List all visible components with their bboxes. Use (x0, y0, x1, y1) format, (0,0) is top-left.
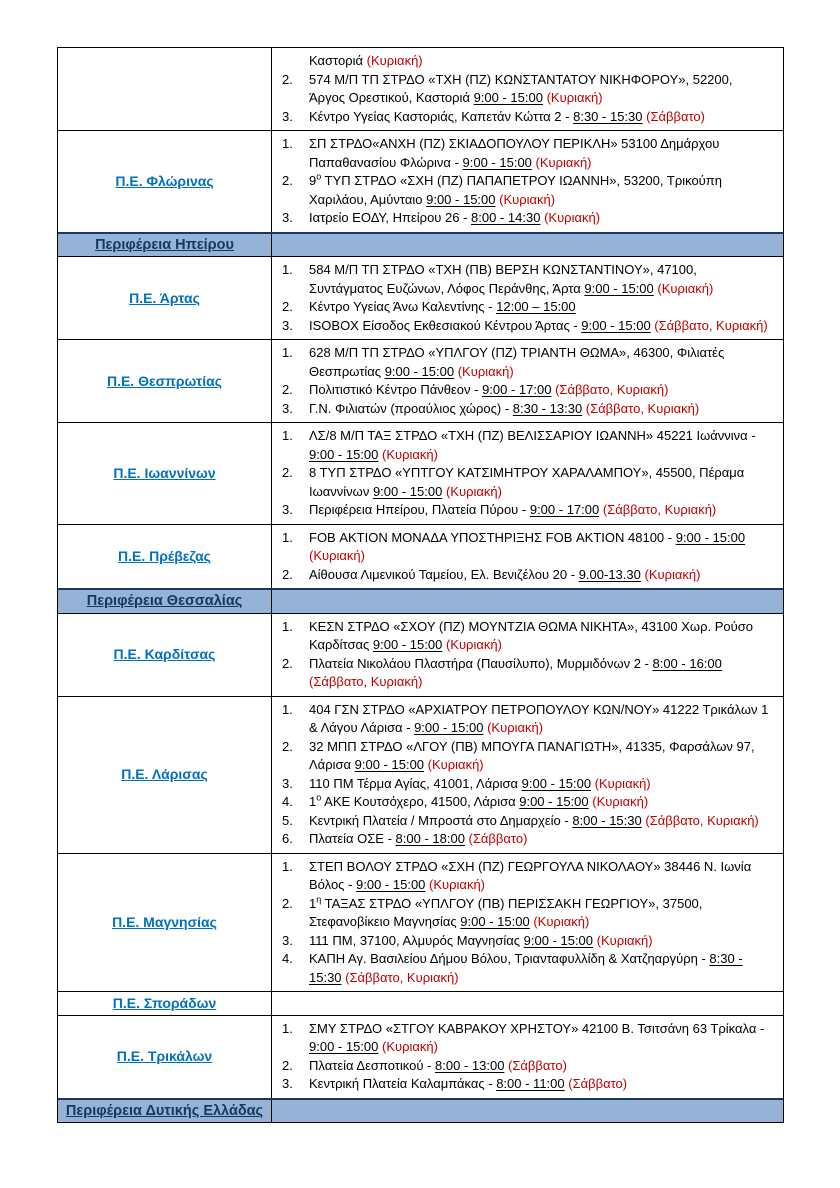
region-header-label: Περιφέρεια Θεσσαλίας (86, 593, 243, 609)
text-run: ΑΚΕ Κουτσόχερο, 41500, Λάρισα (321, 794, 520, 809)
day-label: (Κυριακή) (594, 775, 651, 791)
day-label: (Σάββατο, Κυριακή) (654, 317, 768, 333)
time-range: 8:00 - 13:00 (435, 1057, 505, 1073)
day-label: (Σάββατο, Κυριακή) (645, 812, 759, 828)
location-text (309, 261, 771, 298)
item-number: 2. (282, 566, 293, 582)
time-range: 9:00 - 15:00 (384, 363, 455, 379)
region-row (58, 48, 783, 130)
location-text (309, 209, 771, 228)
location-text (309, 655, 771, 692)
locations-cell (272, 234, 783, 257)
text-run: Πλατεία ΟΣΕ - (309, 831, 396, 846)
time-range: 9:00 - 15:00 (473, 90, 543, 105)
region-name-link[interactable]: Π.Ε. Τρικάλων (116, 1048, 213, 1065)
region-name-cell (58, 854, 272, 992)
location-text (309, 830, 771, 849)
location-text (309, 701, 771, 738)
location-list-item (282, 298, 771, 317)
day-label: (Κυριακή) (309, 548, 365, 563)
time-range: 8:30 - 15:30 (309, 951, 743, 985)
day-label: (Κυριακή) (499, 191, 556, 207)
locations-cell (272, 992, 783, 1015)
day-label: (Κυριακή) (382, 1039, 438, 1054)
location-list-item (282, 738, 771, 775)
item-number (282, 52, 309, 71)
day-label: (Κυριακή) (535, 154, 592, 170)
time-range: 9:00 - 15:00 (372, 483, 443, 499)
text-run: ΣΤΕΠ ΒΟΛΟΥ ΣΤΡΔΟ «ΣΧΗ (ΠΖ) ΓΕΩΡΓΟΥΛΑ ΝΙΚΟΛΑΟΥ» 38446 Ν. Ιωνία Βόλος - (309, 858, 752, 892)
location-list-item (282, 464, 771, 501)
text-run: ΣΠ ΣΤΡΔΟ«ΑΝΧΗ (ΠΖ) ΣΚΙΑΔΟΠΟΥΛΟΥ ΠΕΡΙΚΛΗ» 53100 Δημάρχου Παπαθανασίου Φλώρινα - (309, 136, 720, 170)
text-run: 404 ΓΣΝ ΣΤΡΔΟ «ΑΡΧΙΑΤΡΟΥ ΠΕΤΡΟΠΟΥΛΟΥ ΚΩΝ/ΝΟΥ» 41222 Τρικάλων 1 & Λάγου Λάρισα - (309, 701, 769, 735)
region-row (58, 853, 783, 992)
location-text (309, 950, 771, 987)
location-list-item (282, 108, 771, 127)
region-name-link[interactable]: Π.Ε. Λάρισας (121, 766, 208, 783)
day-label: (Κυριακή) (366, 53, 423, 68)
item-number: 3. (282, 1076, 293, 1091)
region-name-cell (58, 697, 272, 853)
day-label: (Κυριακή) (487, 720, 544, 735)
location-text (309, 317, 771, 336)
text-run: ΣΜΥ ΣΤΡΔΟ «ΣΤΓΟΥ ΚΑΒΡΑΚΟΥ ΧΡΗΣΤΟΥ» 42100 Β. Τσιτσάνη 63 Τρίκαλα - (309, 1020, 765, 1036)
region-row (58, 339, 783, 422)
time-range: 9:00 - 17:00 (482, 382, 552, 397)
item-number: 1. (282, 1020, 293, 1036)
locations-cell (272, 423, 783, 524)
item-number: 1. (282, 618, 293, 634)
day-label: (Σάββατο) (568, 1076, 628, 1091)
location-text (309, 858, 771, 895)
region-header-label: Περιφέρεια Δυτικής Ελλάδας (65, 1102, 264, 1119)
location-text (309, 1020, 771, 1057)
time-range: 9:00 - 15:00 (356, 877, 426, 892)
location-list-item (282, 775, 771, 794)
region-row (58, 256, 783, 339)
time-range: 8:00 - 18:00 (395, 831, 465, 846)
location-list-item (282, 529, 771, 566)
region-name-cell (58, 48, 272, 130)
day-label: (Σάββατο, Κυριακή) (345, 969, 459, 985)
text-run: 8 ΤΥΠ ΣΤΡΔΟ «ΥΠΤΓΟΥ ΚΑΤΣΙΜΗΤΡΟΥ ΧΑΡΑΛΑΜΠΟΥ», 45500, Πέραμα Ιωαννίνων (309, 465, 745, 499)
text-run: Κεντρική Πλατεία Καλαμπάκας - (309, 1076, 497, 1091)
time-range: 8:00 - 11:00 (496, 1076, 565, 1091)
locations-cell (272, 48, 783, 130)
location-text (309, 895, 771, 932)
location-text (309, 381, 771, 400)
day-label: (Σάββατο, Κυριακή) (309, 674, 423, 689)
text-run: 584 Μ/Π ΤΠ ΣΤΡΔΟ «ΤΧΗ (ΠΒ) ΒΕΡΣΗ ΚΩΝΣΤΑΝΤΙΝΟΥ», 47100, Συντάγματος Ευζώνων, Λόφος Περάνθης, Άρτα (309, 262, 697, 296)
location-list-item (282, 830, 771, 849)
location-list-item (282, 135, 771, 172)
day-label: (Κυριακή) (644, 566, 701, 582)
item-number: 2. (282, 382, 293, 397)
day-label: (Κυριακή) (533, 914, 590, 929)
day-label: (Κυριακή) (445, 483, 502, 499)
item-number: 3. (282, 502, 293, 517)
locations-cell (272, 525, 783, 589)
text-run: 1 (309, 794, 317, 809)
region-header-cell (58, 590, 272, 613)
day-label: (Κυριακή) (457, 363, 514, 379)
location-list-item (282, 1057, 771, 1076)
region-name-cell (58, 992, 272, 1015)
location-text (309, 464, 771, 501)
item-number: 3. (282, 775, 293, 791)
location-text (309, 298, 771, 317)
day-label: (Κυριακή) (657, 280, 714, 296)
location-text (309, 501, 771, 520)
item-number: 2. (282, 1057, 293, 1073)
text-run: Ιατρείο ΕΟΔΥ, Ηπείρου 26 - (309, 210, 472, 225)
location-text (309, 172, 771, 209)
time-range: 12:00 – 15:00 (496, 299, 576, 314)
time-range: 8:30 - 15:30 (573, 108, 643, 124)
time-range: 9:00 - 15:00 (354, 757, 425, 772)
location-text (309, 932, 771, 951)
location-text (309, 1075, 771, 1094)
time-range: 9:00 - 15:00 (309, 1039, 379, 1054)
day-label: (Κυριακή) (546, 90, 603, 105)
region-row (58, 991, 783, 1015)
location-list-item (282, 655, 771, 692)
region-row (58, 130, 783, 232)
location-list-item (282, 427, 771, 464)
day-label: (Σάββατο) (508, 1057, 567, 1073)
region-header-cell (58, 1100, 272, 1123)
item-number: 1. (282, 701, 293, 717)
location-text (309, 1057, 771, 1076)
day-label: (Κυριακή) (427, 757, 484, 772)
location-list-item (282, 858, 771, 895)
item-number: 1. (282, 529, 293, 545)
location-list-item (282, 381, 771, 400)
location-list-item (282, 793, 771, 812)
region-name-cell (58, 1016, 272, 1098)
location-text (309, 793, 771, 812)
text-run: 574 Μ/Π ΤΠ ΣΤΡΔΟ «ΤΧΗ (ΠΖ) ΚΩΝΣΤΑΝΤΑΤΟΥ ΝΙΚΗΦΟΡΟΥ», 52200, Άργος Ορεστικού, Καστοριά (309, 71, 733, 105)
location-list-item (282, 71, 771, 108)
locations-cell (272, 697, 783, 853)
region-row (58, 613, 783, 696)
region-row (58, 422, 783, 524)
text-run: Πλατεία Νικολάου Πλαστήρα (Παυσίλυπο), Μυρμιδόνων 2 - (309, 655, 653, 671)
day-label: (Σάββατο) (468, 831, 528, 846)
region-name-cell (58, 614, 272, 696)
text-run: Αίθουσα Λιμενικού Ταμείου, Ελ. Βενιζέλου 20 - (309, 566, 579, 582)
region-name-link[interactable]: Π.Ε. Σποράδων (112, 995, 217, 1011)
time-range: 9:00 - 17:00 (529, 502, 600, 517)
day-label: (Σάββατο, Κυριακή) (602, 502, 717, 517)
location-text (309, 344, 771, 381)
locations-cell (272, 1016, 783, 1098)
text-run: 110 ΠΜ Τέρμα Αγίας, 41001, Λάρισα (309, 775, 522, 791)
item-number: 2. (282, 465, 293, 480)
region-row (58, 524, 783, 589)
location-list-item (282, 344, 771, 381)
location-list-item (282, 52, 771, 71)
region-name-link[interactable]: Π.Ε. Μαγνησίας (112, 914, 217, 930)
item-number: 3. (282, 317, 293, 333)
item-number: 2. (282, 71, 293, 87)
location-text (309, 108, 771, 127)
text-run: 1 (309, 895, 317, 911)
day-label: (Κυριακή) (429, 877, 485, 892)
region-name-link[interactable]: Π.Ε. Θεσπρωτίας (106, 372, 223, 389)
day-label: (Κυριακή) (592, 794, 649, 809)
location-list-item (282, 566, 771, 585)
text-run: Περιφέρεια Ηπείρου, Πλατεία Πύρου - (309, 502, 530, 517)
item-number: 1. (282, 428, 293, 443)
text-run: FOB ΑΚΤΙΟΝ ΜΟΝΑΔΑ ΥΠΟΣΤΗΡΙΞΗΣ FOB ΑΚΤΙΟΝ 48100 - (309, 529, 676, 545)
item-number: 1. (282, 345, 293, 360)
time-range: 9:00 - 15:00 (584, 280, 654, 296)
superscript: ο (316, 792, 322, 803)
region-name-cell (58, 257, 272, 339)
superscript: ο (316, 171, 322, 182)
item-number: 5. (282, 812, 293, 828)
location-list-item (282, 618, 771, 655)
text-run: ISOBOX Είσοδος Εκθεσιακού Κέντρου Άρτας - (309, 317, 582, 333)
location-text (309, 529, 771, 566)
region-header-label: Περιφέρεια Ηπείρου (95, 236, 234, 253)
location-text (309, 400, 771, 419)
location-text (309, 738, 771, 775)
text-run: ΤΥΠ ΣΤΡΔΟ «ΣΧΗ (ΠΖ) ΠΑΠΑΠΕΤΡΟΥ ΙΩΑΝΝΗ», 53200, Τρικούπη Χαριλάου, Αμύνταιο (309, 173, 722, 207)
text-run: Πολιτιστικό Κέντρο Πάνθεον - (309, 382, 483, 397)
text-run: Πλατεία Δεσποτικού - (309, 1057, 436, 1073)
text-run: Κέντρο Υγείας Καστοριάς, Καπετάν Κώττα 2 - (309, 108, 574, 124)
day-label: (Κυριακή) (544, 210, 601, 225)
location-text (309, 812, 771, 831)
text-run: Γ.Ν. Φιλιατών (προαύλιος χώρος) - (309, 400, 513, 416)
item-number: 6. (282, 831, 293, 846)
time-range: 9:00 - 15:00 (460, 914, 530, 929)
location-text (309, 618, 771, 655)
text-run: 32 ΜΠΠ ΣΤΡΔΟ «ΛΓΟΥ (ΠΒ) ΜΠΟΥΓΑ ΠΑΝΑΓΙΩΤΗ», 41335, Φαρσάλων 97, Λάρισα (309, 738, 755, 772)
time-range: 9:00 - 15:00 (414, 720, 484, 735)
location-list-item (282, 400, 771, 419)
locations-cell (272, 131, 783, 232)
item-number: 2. (282, 173, 293, 188)
text-run: 9 (309, 173, 317, 188)
locations-cell (272, 854, 783, 992)
text-run: 111 ΠΜ, 37100, Αλμυρός Μαγνησίας (309, 932, 524, 948)
location-text (309, 52, 771, 71)
time-range: 9:00 - 15:00 (462, 154, 532, 170)
item-number: 1. (282, 858, 293, 874)
region-name-cell (58, 131, 272, 232)
location-text (309, 427, 771, 464)
text-run: ΚΕΣΝ ΣΤΡΔΟ «ΣΧΟΥ (ΠΖ) ΜΟΥΝΤΖΙΑ ΘΩΜΑ ΝΙΚΗΤΑ», 43100 Χωρ. Ρούσο Καρδίτσας (309, 618, 753, 652)
location-list-item (282, 895, 771, 932)
item-number: 2. (282, 895, 293, 911)
region-header-row (58, 588, 783, 613)
item-number: 3. (282, 932, 293, 948)
item-number: 3. (282, 210, 293, 225)
time-range: 9:00 - 15:00 (675, 529, 746, 545)
item-number: 2. (282, 299, 293, 314)
time-range: 9:00 - 15:00 (521, 775, 592, 791)
location-list-item (282, 812, 771, 831)
time-range: 8:00 - 15:30 (572, 812, 642, 828)
location-text (309, 566, 771, 585)
location-text (309, 775, 771, 794)
text-run: Κέντρο Υγείας Άνω Καλεντίνης - (309, 299, 497, 314)
region-name-link[interactable]: Π.Ε. Πρέβεζας (118, 548, 211, 564)
text-run: 628 Μ/Π ΤΠ ΣΤΡΔΟ «ΥΠΛΓΟΥ (ΠΖ) ΤΡΙΑΝΤΗ ΘΩΜΑ», 46300, Φιλιατές Θεσπρωτίας (309, 345, 725, 379)
item-number: 4. (282, 951, 293, 966)
locations-cell (272, 1100, 783, 1123)
region-row (58, 696, 783, 853)
location-list-item (282, 950, 771, 987)
location-text (309, 71, 771, 108)
text-run: ΛΣ/8 Μ/Π ΤΑΞ ΣΤΡΔΟ «ΤΧΗ (ΠΖ) ΒΕΛΙΣΣΑΡΙΟΥ ΙΩΑΝΝΗ» 45221 Ιωάννινα - (309, 428, 756, 443)
region-name-link[interactable]: Π.Ε. Καρδίτσας (113, 646, 216, 663)
region-header-row (58, 1098, 783, 1123)
time-range: 9.00-13.30 (578, 566, 641, 582)
text-run: ΤΑΞΑΣ ΣΤΡΔΟ «ΥΠΛΓΟΥ (ΠΒ) ΠΕΡΙΣΣΑΚΗ ΓΕΩΡΓΙΟΥ», 37500, Στεφανοβίκειο Μαγνησίας (309, 895, 703, 929)
day-label: (Κυριακή) (596, 932, 653, 948)
item-number: 3. (282, 108, 293, 124)
day-label: (Σάββατο, Κυριακή) (555, 382, 669, 397)
region-name-link[interactable]: Π.Ε. Άρτας (129, 289, 200, 306)
location-text (309, 135, 771, 172)
time-range: 9:00 - 15:00 (309, 446, 379, 462)
location-list-item (282, 1075, 771, 1094)
locations-cell (272, 614, 783, 696)
text-run: Κεντρική Πλατεία / Μπροστά στο Δημαρχείο - (309, 812, 573, 828)
region-name-link[interactable]: Π.Ε. Ιωαννίνων (113, 465, 216, 481)
region-name-cell (58, 423, 272, 524)
location-list-item (282, 932, 771, 951)
location-list-item (282, 172, 771, 209)
superscript: η (316, 894, 322, 905)
item-number: 2. (282, 738, 293, 754)
time-range: 9:00 - 15:00 (426, 191, 496, 207)
region-header-cell (58, 234, 272, 257)
time-range: 8:00 - 16:00 (652, 655, 722, 671)
time-range: 9:00 - 15:00 (523, 932, 594, 948)
time-range: 9:00 - 15:00 (581, 317, 651, 333)
time-range: 9:00 - 15:00 (519, 794, 589, 809)
item-number: 2. (282, 655, 293, 671)
region-name-cell (58, 340, 272, 422)
item-number: 3. (282, 400, 293, 416)
location-list-item (282, 317, 771, 336)
item-number: 1. (282, 136, 293, 151)
time-range: 9:00 - 15:00 (372, 637, 443, 652)
item-number: 1. (282, 262, 293, 277)
time-range: 8:00 - 14:30 (471, 210, 541, 225)
time-range: 8:30 - 13:30 (512, 400, 583, 416)
region-name-link[interactable]: Π.Ε. Φλώρινας (115, 173, 214, 189)
region-schedule-table (57, 47, 784, 1123)
location-list-item (282, 261, 771, 298)
region-row (58, 1015, 783, 1098)
locations-cell (272, 257, 783, 339)
day-label: (Σάββατο) (646, 108, 705, 124)
day-label: (Σάββατο, Κυριακή) (585, 400, 700, 416)
text-run: Καστοριά (309, 53, 367, 68)
locations-cell (272, 590, 783, 613)
region-header-row (58, 232, 783, 257)
location-list-item (282, 501, 771, 520)
text-run: ΚΑΠΗ Αγ. Βασιλείου Δήμου Βόλου, Τριανταφυλλίδη & Χατζηαργύρη - (309, 951, 710, 966)
region-name-cell (58, 525, 272, 589)
item-number: 4. (282, 794, 293, 809)
day-label: (Κυριακή) (382, 446, 438, 462)
location-list-item (282, 1020, 771, 1057)
locations-cell (272, 340, 783, 422)
location-list-item (282, 701, 771, 738)
location-list-item (282, 209, 771, 228)
day-label: (Κυριακή) (445, 637, 502, 652)
